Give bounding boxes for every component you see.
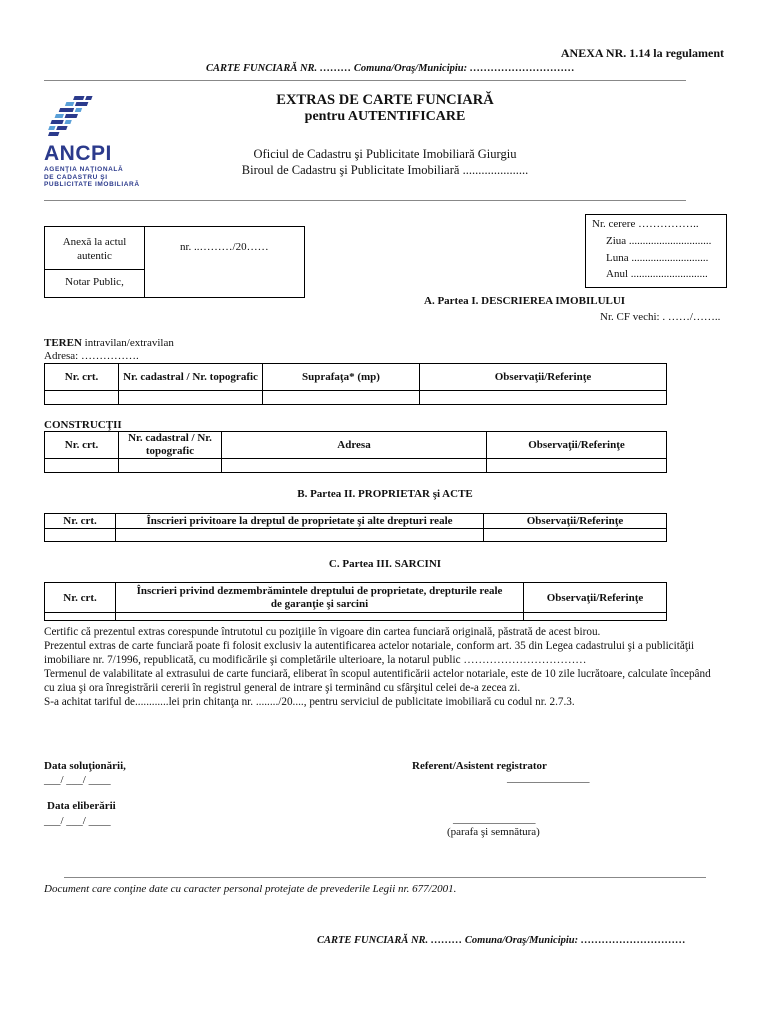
text-line: imobiliare nr. 7/1996, republicată, cu modificările şi completările ulterioare, la notarul public …………………………… — [44, 654, 587, 666]
section-c-heading: C. Partea III. SARCINI — [328, 558, 442, 570]
col-header: Înscrieri privitoare la dreptul de proprietate şi alte drepturi reale — [116, 514, 484, 529]
section-a-heading: A. Partea I. DESCRIEREA IMOBILULUI — [424, 295, 626, 307]
col-header: Nr. crt. — [45, 514, 116, 529]
privacy-note: Document care conţine date cu caracter personal protejate de prevederile Legii nr. 677/2001. — [44, 883, 457, 895]
document-title: EXTRAS DE CARTE FUNCIARĂ — [276, 92, 494, 108]
resolution-date-label: Data soluţionării, — [44, 760, 126, 772]
land-label: TEREN — [44, 337, 82, 349]
annex-number: nr. ..………/20…… — [180, 241, 269, 253]
table-row — [45, 391, 667, 405]
release-date-field: ___/ ___/ ____ — [44, 815, 111, 827]
land-table — [44, 363, 667, 405]
col-header: Nr. cadastral / Nr. topografic — [119, 432, 222, 459]
notary-label: Notar Public, — [65, 276, 124, 288]
col-header: Nr. crt. — [45, 432, 119, 459]
text-line: Prezentul extras de carte funciară poate fi folosit exclusiv la autentificarea actelor notariale, conform art. 35 din Legea cadastrului şi a publicităţii — [44, 640, 695, 652]
resolution-date-field: ___/ ___/ ____ — [44, 774, 111, 786]
registrar-name-line: _______________ — [507, 772, 590, 784]
notary-cell — [45, 269, 145, 297]
table-row — [45, 529, 667, 542]
request-month: Luna ............................ — [606, 252, 709, 264]
annex-label: ANEXA NR. 1.14 la regulament — [560, 46, 724, 60]
old-cf-number: Nr. CF vechi: . ……/…….. — [600, 311, 721, 323]
col-header: Suprafaţa* (mp) — [263, 364, 420, 391]
divider — [44, 80, 686, 81]
constructions-table — [44, 431, 667, 473]
request-day: Ziua .............................. — [606, 235, 712, 247]
text-line: cu ziua şi ora înregistrării cererii în registrul general de intrare şi terminând cu sfârşitul celei de-a zecea zi. — [44, 682, 521, 694]
col-header: Observaţii/Referinţe — [524, 583, 667, 613]
table-header-row — [45, 432, 667, 459]
registrar-label: Referent/Asistent registrator — [412, 760, 547, 772]
ownership-table — [44, 513, 667, 542]
document-subtitle: pentru AUTENTIFICARE — [304, 109, 466, 124]
land-type-text: intravilan/extravilan — [81, 337, 174, 349]
signature-line: _______________ — [453, 813, 536, 825]
footer-divider — [64, 877, 706, 878]
table-row — [45, 459, 667, 473]
request-box — [585, 214, 727, 288]
table-row — [45, 613, 667, 621]
certification-text — [44, 625, 734, 709]
col-header: Nr. crt. — [45, 583, 116, 613]
annex-act-label: Anexă la actul autentic — [62, 236, 127, 262]
request-number: Nr. cerere …………….. — [592, 218, 699, 230]
release-date-label: Data eliberării — [47, 800, 116, 812]
logo-subline: AGENŢIA NAŢIONALĂ — [44, 166, 124, 173]
annex-label-cell — [45, 227, 145, 270]
encumbrances-table — [44, 582, 667, 621]
col-header: Înscrieri privind dezmembrămintele dreptului de proprietate, drepturile reale de garanţie şi sarcini — [116, 583, 524, 613]
table-header-row — [45, 364, 667, 391]
col-header: Observaţii/Referinţe — [487, 432, 667, 459]
col-header: Observaţii/Referinţe — [420, 364, 667, 391]
office-name: Oficiul de Cadastru şi Publicitate Imobiliară Giurgiu — [253, 147, 517, 161]
text-line: Termenul de valabilitate al extrasului de carte funciară, eliberat în scopul autentificării actelor notariale, este de 10 zile lucrătoare, calculate începând — [44, 668, 711, 680]
table-header-row — [45, 514, 667, 529]
divider — [44, 200, 686, 201]
request-year: Anul ............................ — [606, 268, 708, 280]
constructions-label: CONSTRUCŢII — [44, 419, 122, 431]
text-line: Certific că prezentul extras corespunde întrutotul cu poziţiile în vigoare din cartea funciară originală, păstrată de acest birou. — [44, 626, 601, 638]
cf-header-line: CARTE FUNCIARĂ NR. ……… Comuna/Oraş/Municipiu: ………………………… — [206, 63, 575, 74]
logo-subline: PUBLICITATE IMOBILIARĂ — [44, 181, 140, 188]
cf-footer-line: CARTE FUNCIARĂ NR. ……… Comuna/Oraş/Municipiu: ………………………… — [317, 935, 686, 946]
annex-box — [44, 226, 305, 298]
stamp-signature-label: (parafa şi semnătura) — [447, 826, 540, 838]
table-header-row — [45, 583, 667, 613]
land-type — [44, 337, 174, 349]
col-header: Nr. cadastral / Nr. topografic — [119, 364, 263, 391]
col-header: Adresa — [222, 432, 487, 459]
text-line: S-a achitat tariful de............lei prin chitanţa nr. ......../20...., pentru serviciul de publicitate imobiliară cu codul nr. 2.7.3. — [44, 696, 575, 708]
logo-acronym: ANCPI — [44, 142, 112, 165]
logo-subline: DE CADASTRU ŞI — [44, 173, 108, 181]
bureau-name: Biroul de Cadastru şi Publicitate Imobiliară ..................... — [241, 163, 529, 177]
land-address: Adresa: ……………. — [44, 350, 139, 362]
col-header: Nr. crt. — [45, 364, 119, 391]
col-header: Observaţii/Referinţe — [484, 514, 667, 529]
section-b-heading: B. Partea II. PROPRIETAR şi ACTE — [297, 488, 473, 500]
